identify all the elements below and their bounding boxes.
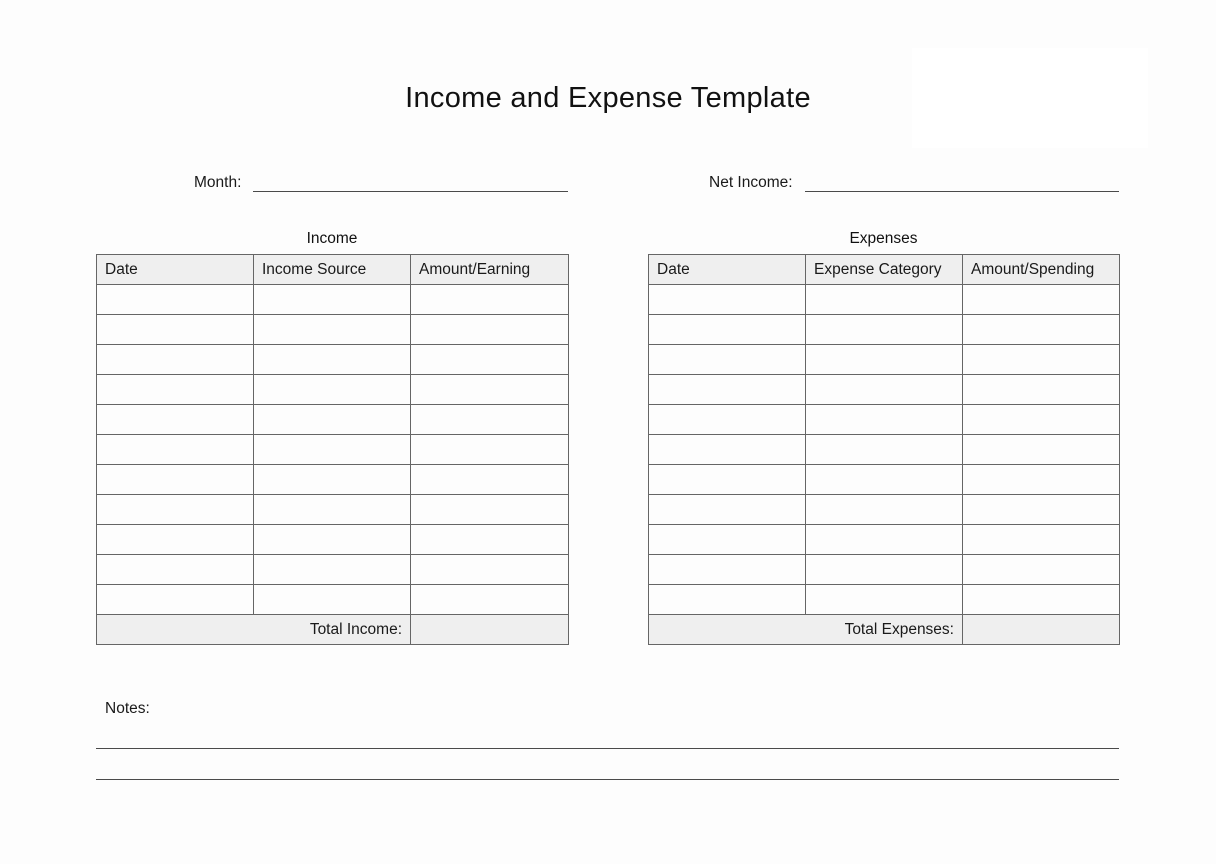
expenses-category-cell[interactable] (806, 465, 963, 495)
income-table-row (97, 525, 569, 555)
month-label: Month: (194, 174, 242, 191)
expenses-date-cell[interactable] (649, 285, 806, 315)
expenses-category-cell[interactable] (806, 555, 963, 585)
income-table-row (97, 555, 569, 585)
income-amount-cell[interactable] (411, 345, 569, 375)
income-date-cell[interactable] (97, 585, 254, 615)
expenses-category-cell[interactable] (806, 495, 963, 525)
expenses-table-row (649, 405, 1120, 435)
expenses-category-cell[interactable] (806, 345, 963, 375)
income-date-cell[interactable] (97, 375, 254, 405)
income-source-cell[interactable] (254, 285, 411, 315)
expenses-col-date: Date (649, 255, 806, 285)
income-table-row (97, 315, 569, 345)
income-table-row (97, 435, 569, 465)
expenses-table-row (649, 435, 1120, 465)
expenses-table-row (649, 465, 1120, 495)
income-date-cell[interactable] (97, 435, 254, 465)
expenses-amount-cell[interactable] (963, 555, 1120, 585)
expenses-col-amount: Amount/Spending (963, 255, 1120, 285)
expenses-table-row (649, 525, 1120, 555)
month-field[interactable] (253, 191, 568, 192)
income-date-cell[interactable] (97, 495, 254, 525)
income-col-date: Date (97, 255, 254, 285)
expenses-table-row (649, 555, 1120, 585)
income-amount-cell[interactable] (411, 465, 569, 495)
income-source-cell[interactable] (254, 495, 411, 525)
income-table-row (97, 585, 569, 615)
notes-line[interactable] (96, 779, 1119, 780)
income-header-row (97, 255, 569, 285)
income-amount-cell[interactable] (411, 495, 569, 525)
notes-label: Notes: (105, 700, 150, 717)
expenses-date-cell[interactable] (649, 495, 806, 525)
income-date-cell[interactable] (97, 555, 254, 585)
income-amount-cell[interactable] (411, 435, 569, 465)
income-table-row (97, 405, 569, 435)
total-income-label: Total Income: (97, 615, 411, 645)
expenses-amount-cell[interactable] (963, 525, 1120, 555)
income-table-row (97, 285, 569, 315)
expenses-col-category: Expense Category (806, 255, 963, 285)
total-expenses-value[interactable] (963, 615, 1120, 645)
net-income-label: Net Income: (709, 174, 793, 191)
expenses-date-cell[interactable] (649, 435, 806, 465)
expenses-date-cell[interactable] (649, 555, 806, 585)
income-amount-cell[interactable] (411, 285, 569, 315)
expenses-category-cell[interactable] (806, 375, 963, 405)
expenses-date-cell[interactable] (649, 345, 806, 375)
income-date-cell[interactable] (97, 465, 254, 495)
expenses-table-row (649, 345, 1120, 375)
income-date-cell[interactable] (97, 315, 254, 345)
income-source-cell[interactable] (254, 315, 411, 345)
net-income-field[interactable] (805, 191, 1119, 192)
income-table-row (97, 345, 569, 375)
expenses-amount-cell[interactable] (963, 285, 1120, 315)
income-source-cell[interactable] (254, 585, 411, 615)
income-table-row (97, 465, 569, 495)
expenses-table-row (649, 495, 1120, 525)
expenses-total-row (649, 615, 1120, 645)
income-amount-cell[interactable] (411, 405, 569, 435)
expenses-amount-cell[interactable] (963, 585, 1120, 615)
expenses-table-row (649, 585, 1120, 615)
expenses-category-cell[interactable] (806, 435, 963, 465)
income-amount-cell[interactable] (411, 375, 569, 405)
expenses-table (648, 254, 1120, 645)
income-source-cell[interactable] (254, 345, 411, 375)
expenses-heading: Expenses (849, 230, 918, 247)
income-amount-cell[interactable] (411, 525, 569, 555)
expenses-table-row (649, 285, 1120, 315)
expenses-date-cell[interactable] (649, 375, 806, 405)
income-table-body (97, 285, 569, 615)
expenses-category-cell[interactable] (806, 405, 963, 435)
total-expenses-label: Total Expenses: (649, 615, 963, 645)
expenses-amount-cell[interactable] (963, 495, 1120, 525)
income-date-cell[interactable] (97, 525, 254, 555)
expenses-header-row (649, 255, 1120, 285)
income-table-row (97, 375, 569, 405)
expenses-category-cell[interactable] (806, 285, 963, 315)
income-source-cell[interactable] (254, 435, 411, 465)
income-amount-cell[interactable] (411, 555, 569, 585)
income-col-source: Income Source (254, 255, 411, 285)
expenses-date-cell[interactable] (649, 465, 806, 495)
income-date-cell[interactable] (97, 285, 254, 315)
expenses-amount-cell[interactable] (963, 435, 1120, 465)
income-date-cell[interactable] (97, 405, 254, 435)
expenses-date-cell[interactable] (649, 525, 806, 555)
income-amount-cell[interactable] (411, 315, 569, 345)
income-table-row (97, 495, 569, 525)
expenses-table-row (649, 375, 1120, 405)
expenses-date-cell[interactable] (649, 405, 806, 435)
income-total-row (97, 615, 569, 645)
expenses-amount-cell[interactable] (963, 315, 1120, 345)
notes-line[interactable] (96, 748, 1119, 749)
expenses-table-body (649, 285, 1120, 615)
expenses-amount-cell[interactable] (963, 345, 1120, 375)
income-source-cell[interactable] (254, 375, 411, 405)
income-date-cell[interactable] (97, 345, 254, 375)
income-table (96, 254, 569, 645)
expenses-date-cell[interactable] (649, 585, 806, 615)
income-source-cell[interactable] (254, 555, 411, 585)
expenses-amount-cell[interactable] (963, 405, 1120, 435)
income-amount-cell[interactable] (411, 585, 569, 615)
total-income-value[interactable] (411, 615, 569, 645)
expenses-amount-cell[interactable] (963, 375, 1120, 405)
income-col-amount: Amount/Earning (411, 255, 569, 285)
expenses-category-cell[interactable] (806, 525, 963, 555)
expenses-date-cell[interactable] (649, 315, 806, 345)
expenses-category-cell[interactable] (806, 315, 963, 345)
expenses-category-cell[interactable] (806, 585, 963, 615)
expenses-table-row (649, 315, 1120, 345)
income-source-cell[interactable] (254, 405, 411, 435)
income-source-cell[interactable] (254, 525, 411, 555)
page-title: Income and Expense Template (405, 82, 811, 114)
income-source-cell[interactable] (254, 465, 411, 495)
income-heading: Income (306, 230, 358, 247)
expenses-amount-cell[interactable] (963, 465, 1120, 495)
